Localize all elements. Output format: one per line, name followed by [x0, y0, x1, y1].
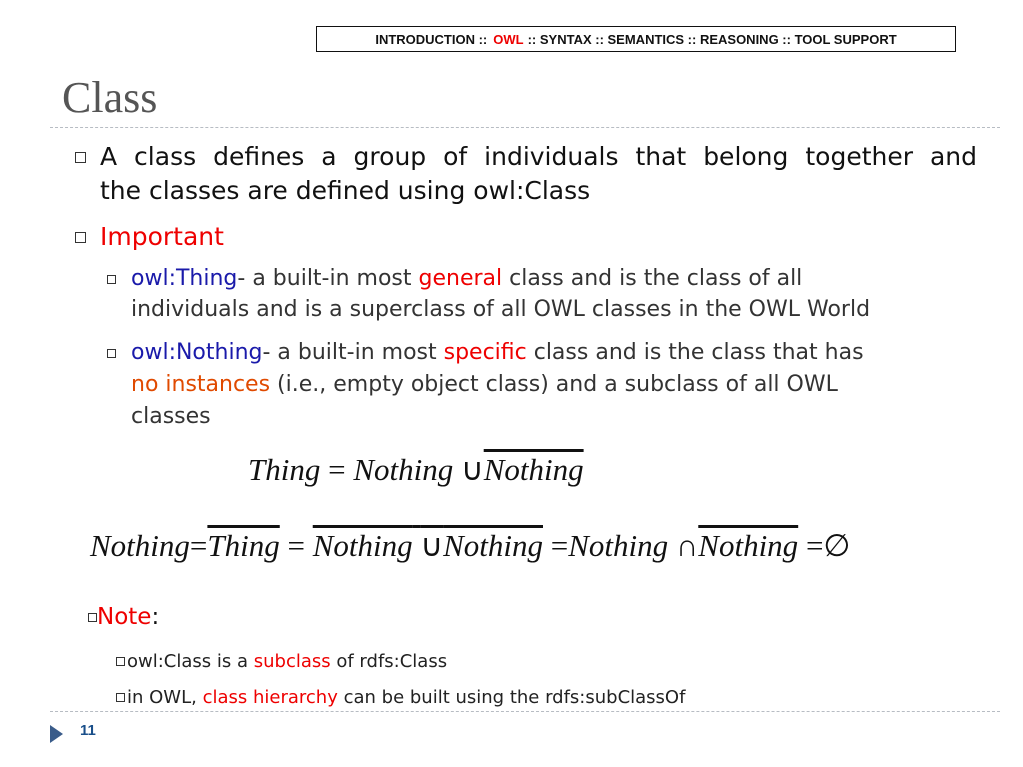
- square-bullet-icon: [107, 349, 116, 358]
- nav-remaining-sections: :: SYNTAX :: SEMANTICS :: REASONING :: TOOL SUPPORT: [527, 31, 897, 47]
- owl-thing-term: owl:Thing: [131, 266, 238, 291]
- page-number: 11: [80, 722, 96, 739]
- note-item-2: in OWL, class hierarchy can be built using the rdfs:subClassOf: [116, 687, 685, 708]
- owl-nothing-term: owl:Nothing: [131, 340, 263, 365]
- bullet-line-1: A class defines a group of individuals that belong together and: [100, 142, 977, 171]
- bullet-important: [75, 220, 475, 256]
- class-hierarchy-emphasis: class hierarchy: [202, 687, 338, 708]
- general-emphasis: general: [418, 266, 503, 291]
- square-bullet-icon: [75, 152, 86, 163]
- note-label: Note: [97, 604, 152, 630]
- complement-nothing: Nothing: [483, 452, 584, 487]
- square-bullet-icon: [107, 275, 116, 284]
- owl-nothing-line-1: owl:Nothing- a built-in most specific class and is the class that has: [131, 340, 864, 365]
- complement-union: Nothing ∪Nothing: [312, 528, 543, 563]
- complement-thing: Thing: [207, 528, 280, 563]
- important-label: Important: [100, 222, 224, 251]
- equation-thing: Thing = Nothing ∪Nothing: [248, 452, 584, 487]
- sub-bullet-owl-nothing: [107, 337, 987, 433]
- section-navigation: [316, 26, 956, 52]
- nav-introduction: INTRODUCTION ::: [375, 31, 488, 47]
- footer-divider: [50, 711, 1000, 712]
- square-bullet-icon: [88, 613, 97, 622]
- equation-nothing: Nothing=Thing = Nothing ∪Nothing =Nothing ∩Nothing =∅: [90, 528, 851, 563]
- note-heading: Note:: [88, 604, 159, 630]
- square-bullet-icon: [75, 232, 86, 243]
- note-item-1: owl:Class is a subclass of rdfs:Class: [116, 651, 447, 672]
- square-bullet-icon: [116, 657, 125, 666]
- square-bullet-icon: [116, 693, 125, 702]
- subclass-emphasis: subclass: [253, 651, 331, 672]
- owl-thing-line-2: individuals and is a superclass of all OWL classes in the OWL World: [131, 297, 871, 322]
- bullet-line-2: the classes are defined using owl:Class: [100, 176, 591, 205]
- play-arrow-icon: [50, 725, 63, 743]
- sub-bullet-owl-thing: [107, 263, 987, 327]
- specific-emphasis: specific: [443, 340, 527, 365]
- bullet-class-definition: [75, 140, 980, 210]
- owl-thing-line-1: owl:Thing- a built-in most general class and is the class of all: [131, 266, 803, 291]
- complement-nothing-2: Nothing: [698, 528, 799, 563]
- owl-nothing-line-3: classes: [131, 404, 211, 429]
- slide-title: Class: [62, 73, 158, 122]
- title-divider: [50, 127, 1000, 128]
- no-instances-emphasis: no instances: [131, 372, 271, 397]
- empty-set-symbol: ∅: [823, 528, 851, 563]
- owl-nothing-line-2: no instances (i.e., empty object class) and a subclass of all OWL: [131, 372, 838, 397]
- nav-owl-current: OWL: [493, 31, 524, 47]
